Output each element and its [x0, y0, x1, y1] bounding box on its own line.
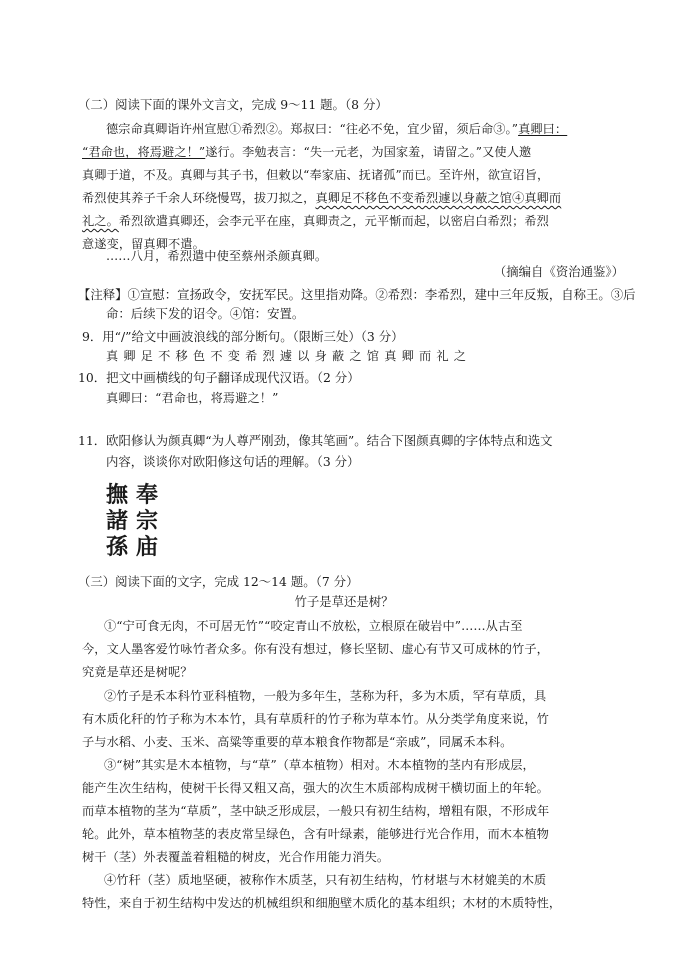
article-line: ②竹子是禾本科竹亚科植物，一般为多年生，茎称为秆，多为木质，罕有草质，具	[104, 689, 547, 703]
article-line: ①“宁可食无肉，不可居无竹”“咬定青山不放松，立根原在破岩中”……从古至	[104, 619, 523, 633]
wavy-underlined-text: 礼之。	[82, 214, 119, 228]
calligraphy-sample	[104, 480, 184, 564]
question-11-line: 11．欧阳修认为颜真卿“为人尊严刚劲，像其笔画”。结合下图颜真卿的字体特点和选文	[78, 433, 553, 448]
article-line: 今，文人墨客爱竹咏竹者众多。你有没有想过，修长坚韧、虚心有节又可成林的竹子，	[82, 642, 549, 656]
passage-line: ……八月，希烈遣中使至蔡州杀颜真卿。	[106, 249, 328, 263]
underlined-sentence: 真卿曰：	[518, 122, 568, 136]
question-11-line: 内容，谈谈你对欧阳修这句话的理解。（3 分）	[106, 454, 360, 469]
article-line: 而草本植物的茎为“草质”，茎中缺乏形成层，一般只有初生结构，增粗有限，不形成年	[82, 804, 550, 818]
section2-heading: （二）阅读下面的课外文言文，完成 9～11 题。（8 分）	[78, 97, 388, 112]
passage-text: 希烈欲遣真卿还，会李元平在座，真卿责之，元平惭而起，以密启白希烈；希烈	[118, 214, 549, 228]
article-line: 特性，来自于初生结构中发达的机械组织和细胞壁木质化的基本组织；木材的木质特性，	[82, 896, 562, 910]
passage-text: 遂行。李勉表言：“失一元老，为国家羞，请留之。”又使人邀	[205, 145, 532, 159]
passage-line	[82, 213, 549, 229]
article-line: 树干（茎）外表覆盖着粗糙的树皮，光合作用能力消失。	[82, 850, 390, 864]
question-10-text: 真卿曰：“君命也，将焉避之！”	[106, 391, 279, 405]
calligraphy-char: 庙	[136, 534, 163, 560]
passage-text: 德宗命真卿诣许州宣慰①希烈②。郑叔曰：“往必不免，宜少留，须后命③。”	[106, 122, 519, 136]
passage-line: 意遂变，留真卿不遣。	[82, 237, 205, 251]
underlined-sentence: “君命也，将焉避之！”	[82, 145, 206, 159]
article-line: 轮。此外，草本植物茎的表皮常呈绿色，含有叶绿素，能够进行光合作用，而木本植物	[82, 827, 549, 841]
question-9: 9．用“/”给文中画波浪线的部分断句。（限断三处）（3 分）	[82, 329, 404, 344]
article-line: ③“树”其实是木本植物，与“草”（草本植物）相对。木本植物的茎内有形成层，	[104, 758, 535, 772]
wavy-underlined-text: 真卿足不移色不变希烈遽以身蔽之馆④真卿而	[315, 191, 562, 205]
article-line: 有木质化秆的竹子称为木本竹，具有草质秆的竹子称为草本竹。从分类学角度来说，竹	[82, 712, 549, 726]
passage-line	[82, 190, 561, 206]
passage-text: 希烈使其养子千余人环绕慢骂，拔刀拟之，	[82, 191, 316, 205]
article-line: 能产生次生结构，使树干长得又粗又高，强大的次生木质部构成树干横切面上的年轮。	[82, 781, 549, 795]
calligraphy-char: 宗	[136, 508, 163, 534]
question-10: 10．把文中画横线的句子翻译成现代汉语。（2 分）	[78, 370, 360, 385]
passage-line	[106, 121, 567, 137]
section3-heading: （三）阅读下面的文字，完成 12～14 题。（7 分）	[78, 574, 359, 589]
calligraphy-char: 孫	[106, 534, 133, 560]
annotation-note: 命：后续下发的诏令。④馆：安置。	[106, 306, 305, 321]
question-9-text: 真卿足不移色不变希烈遽以身蔽之馆真卿而礼之	[106, 349, 472, 363]
passage-line	[82, 144, 531, 160]
article-line: ④竹秆（茎）质地坚硬，被称作木质茎，只有初生结构，竹材堪与木材媲美的木质	[104, 873, 547, 887]
article-line: 子与水稻、小麦、玉米、高粱等重要的草本粮食作物都是“亲戚”，同属禾本科。	[82, 735, 513, 749]
calligraphy-char: 撫	[106, 482, 133, 508]
annotation-note: 【注释】①宣慰：宣扬政令，安抚军民。这里指劝降。②希烈：李希烈，建中三年反叛，自称王。③后	[78, 287, 636, 302]
passage-line: 真卿于道，不及。真卿与其子书，但敕以“奉家庙、抚诸孤”而已。至许州，欲宣诏旨，	[82, 168, 550, 182]
article-line: 究竟是草还是树呢？	[82, 665, 193, 679]
calligraphy-char: 奉	[136, 482, 163, 508]
article-title: 竹子是草还是树？	[294, 594, 394, 609]
calligraphy-char: 諸	[106, 508, 133, 534]
passage-source: （摘编自《资治通鉴》）	[493, 264, 624, 279]
